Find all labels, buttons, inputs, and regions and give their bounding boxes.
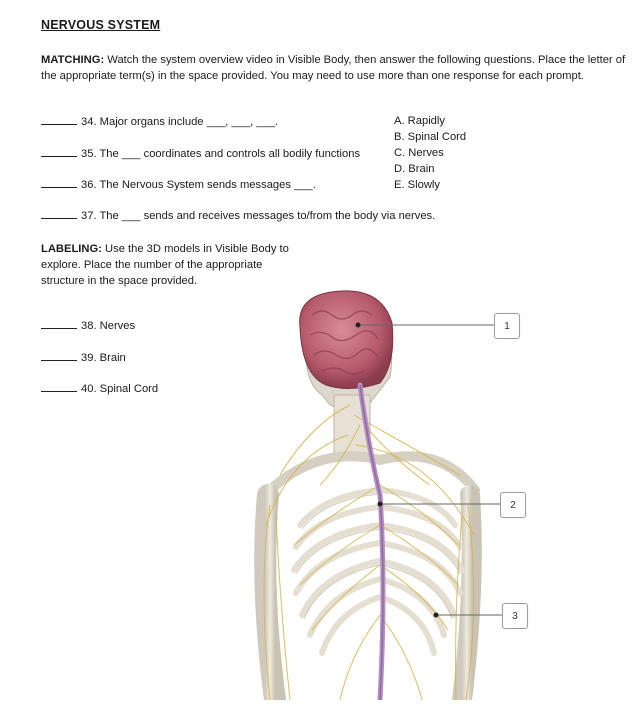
anatomy-illustration (230, 285, 637, 700)
leader-dot-2 (378, 502, 383, 507)
answer-blank[interactable] (41, 319, 77, 329)
leader-dot-1 (356, 323, 361, 328)
question-37 (41, 209, 435, 223)
labeling-text: Use the 3D models in Visible Body to explore. Place the number of the appropriate structure in the space provided. (41, 243, 289, 287)
option-b: B. Spinal Cord (394, 131, 467, 143)
question-text: 34. Major organs include ___, ___, ___. (81, 116, 279, 128)
question-40 (41, 382, 158, 396)
callout-1[interactable]: 1 (494, 313, 520, 339)
answer-blank[interactable] (41, 209, 77, 219)
option-list (394, 113, 466, 193)
ribcage-shape (294, 490, 462, 653)
question-text: 35. The ___ coordinates and controls all bodily functions (81, 148, 361, 160)
answer-blank[interactable] (41, 147, 77, 157)
matching-instructions (41, 52, 633, 84)
question-34 (41, 115, 278, 129)
answer-blank[interactable] (41, 115, 77, 125)
callout-3[interactable]: 3 (502, 603, 528, 629)
leader-dot-3 (434, 613, 439, 618)
question-text: 38. Nerves (81, 320, 136, 332)
answer-blank[interactable] (41, 351, 77, 361)
labeling-instructions (41, 241, 303, 289)
question-text: 40. Spinal Cord (81, 383, 159, 395)
matching-text: Watch the system overview video in Visible Body, then answer the following questions. Place the letter of the appropriate term(s) in the space provided. You may need to use more than one response for each prompt. (41, 54, 626, 82)
question-text: 39. Brain (81, 352, 126, 364)
callout-2[interactable]: 2 (500, 492, 526, 518)
option-a: A. Rapidly (394, 115, 445, 127)
page-title: NERVOUS SYSTEM (41, 18, 161, 32)
question-text: 36. The Nervous System sends messages ___. (81, 179, 316, 191)
question-36 (41, 178, 316, 192)
answer-blank[interactable] (41, 178, 77, 188)
matching-label: MATCHING: (41, 54, 105, 66)
option-d: D. Brain (394, 163, 435, 175)
labeling-label: LABELING: (41, 243, 102, 255)
question-35 (41, 147, 360, 161)
option-e: E. Slowly (394, 179, 441, 191)
question-38 (41, 319, 135, 333)
question-text: 37. The ___ sends and receives messages to/from the body via nerves. (81, 210, 436, 222)
nervous-system-figure (230, 285, 637, 700)
answer-blank[interactable] (41, 382, 77, 392)
question-39 (41, 351, 126, 365)
option-c: C. Nerves (394, 147, 444, 159)
